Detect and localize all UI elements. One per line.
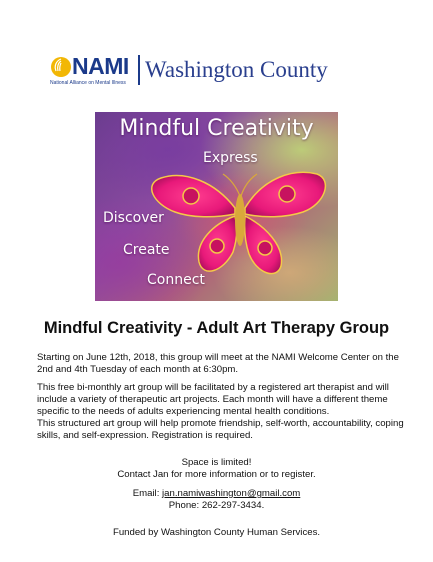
contact-text: Contact Jan for more information or to register. — [117, 469, 316, 480]
details-paragraph — [37, 382, 407, 442]
hero-express: Express — [203, 150, 258, 166]
nami-tagline: National Alliance on Mental Illness — [50, 80, 126, 86]
intro-paragraph: Starting on June 12th, 2018, this group will meet at the NAMI Welcome Center on the 2nd and 4th Tuesday of each month at 6:30pm. — [37, 352, 399, 375]
email-link[interactable]: jan.namiwashington@gmail.com — [162, 488, 301, 499]
phone-text: Phone: 262-297-3434. — [168, 500, 265, 511]
page-title: Mindful Creativity - Adult Art Therapy Group — [43, 319, 390, 337]
email-line — [0, 488, 433, 500]
funding-text: Funded by Washington County Human Services. — [112, 527, 321, 538]
email-label: Email: — [132, 488, 163, 499]
details-line-1: This free bi-monthly art group will be facilitated by a registered art therapist and will include a variety of therapeutic art projects. Each month will have a different theme specific to the needs of adults experiencing mental health conditions. — [37, 382, 389, 417]
hero-connect: Connect — [147, 272, 205, 288]
space-limited-text: Space is limited! — [181, 457, 252, 468]
header — [50, 53, 390, 95]
nami-logo — [50, 53, 136, 93]
hero-discover: Discover — [103, 210, 164, 226]
details-line-2: This structured art group will help promote friendship, self-worth, accountability, coping skills, and self-expression. Registration is required. — [37, 418, 404, 441]
nami-sunburst-icon — [50, 56, 72, 78]
nami-wordmark: NAMI — [72, 53, 129, 79]
hero-image — [95, 112, 338, 301]
header-divider — [138, 55, 140, 85]
hero-create: Create — [123, 242, 170, 258]
hero-title: Mindful Creativity — [119, 116, 314, 141]
county-name: Washington County — [145, 57, 328, 82]
